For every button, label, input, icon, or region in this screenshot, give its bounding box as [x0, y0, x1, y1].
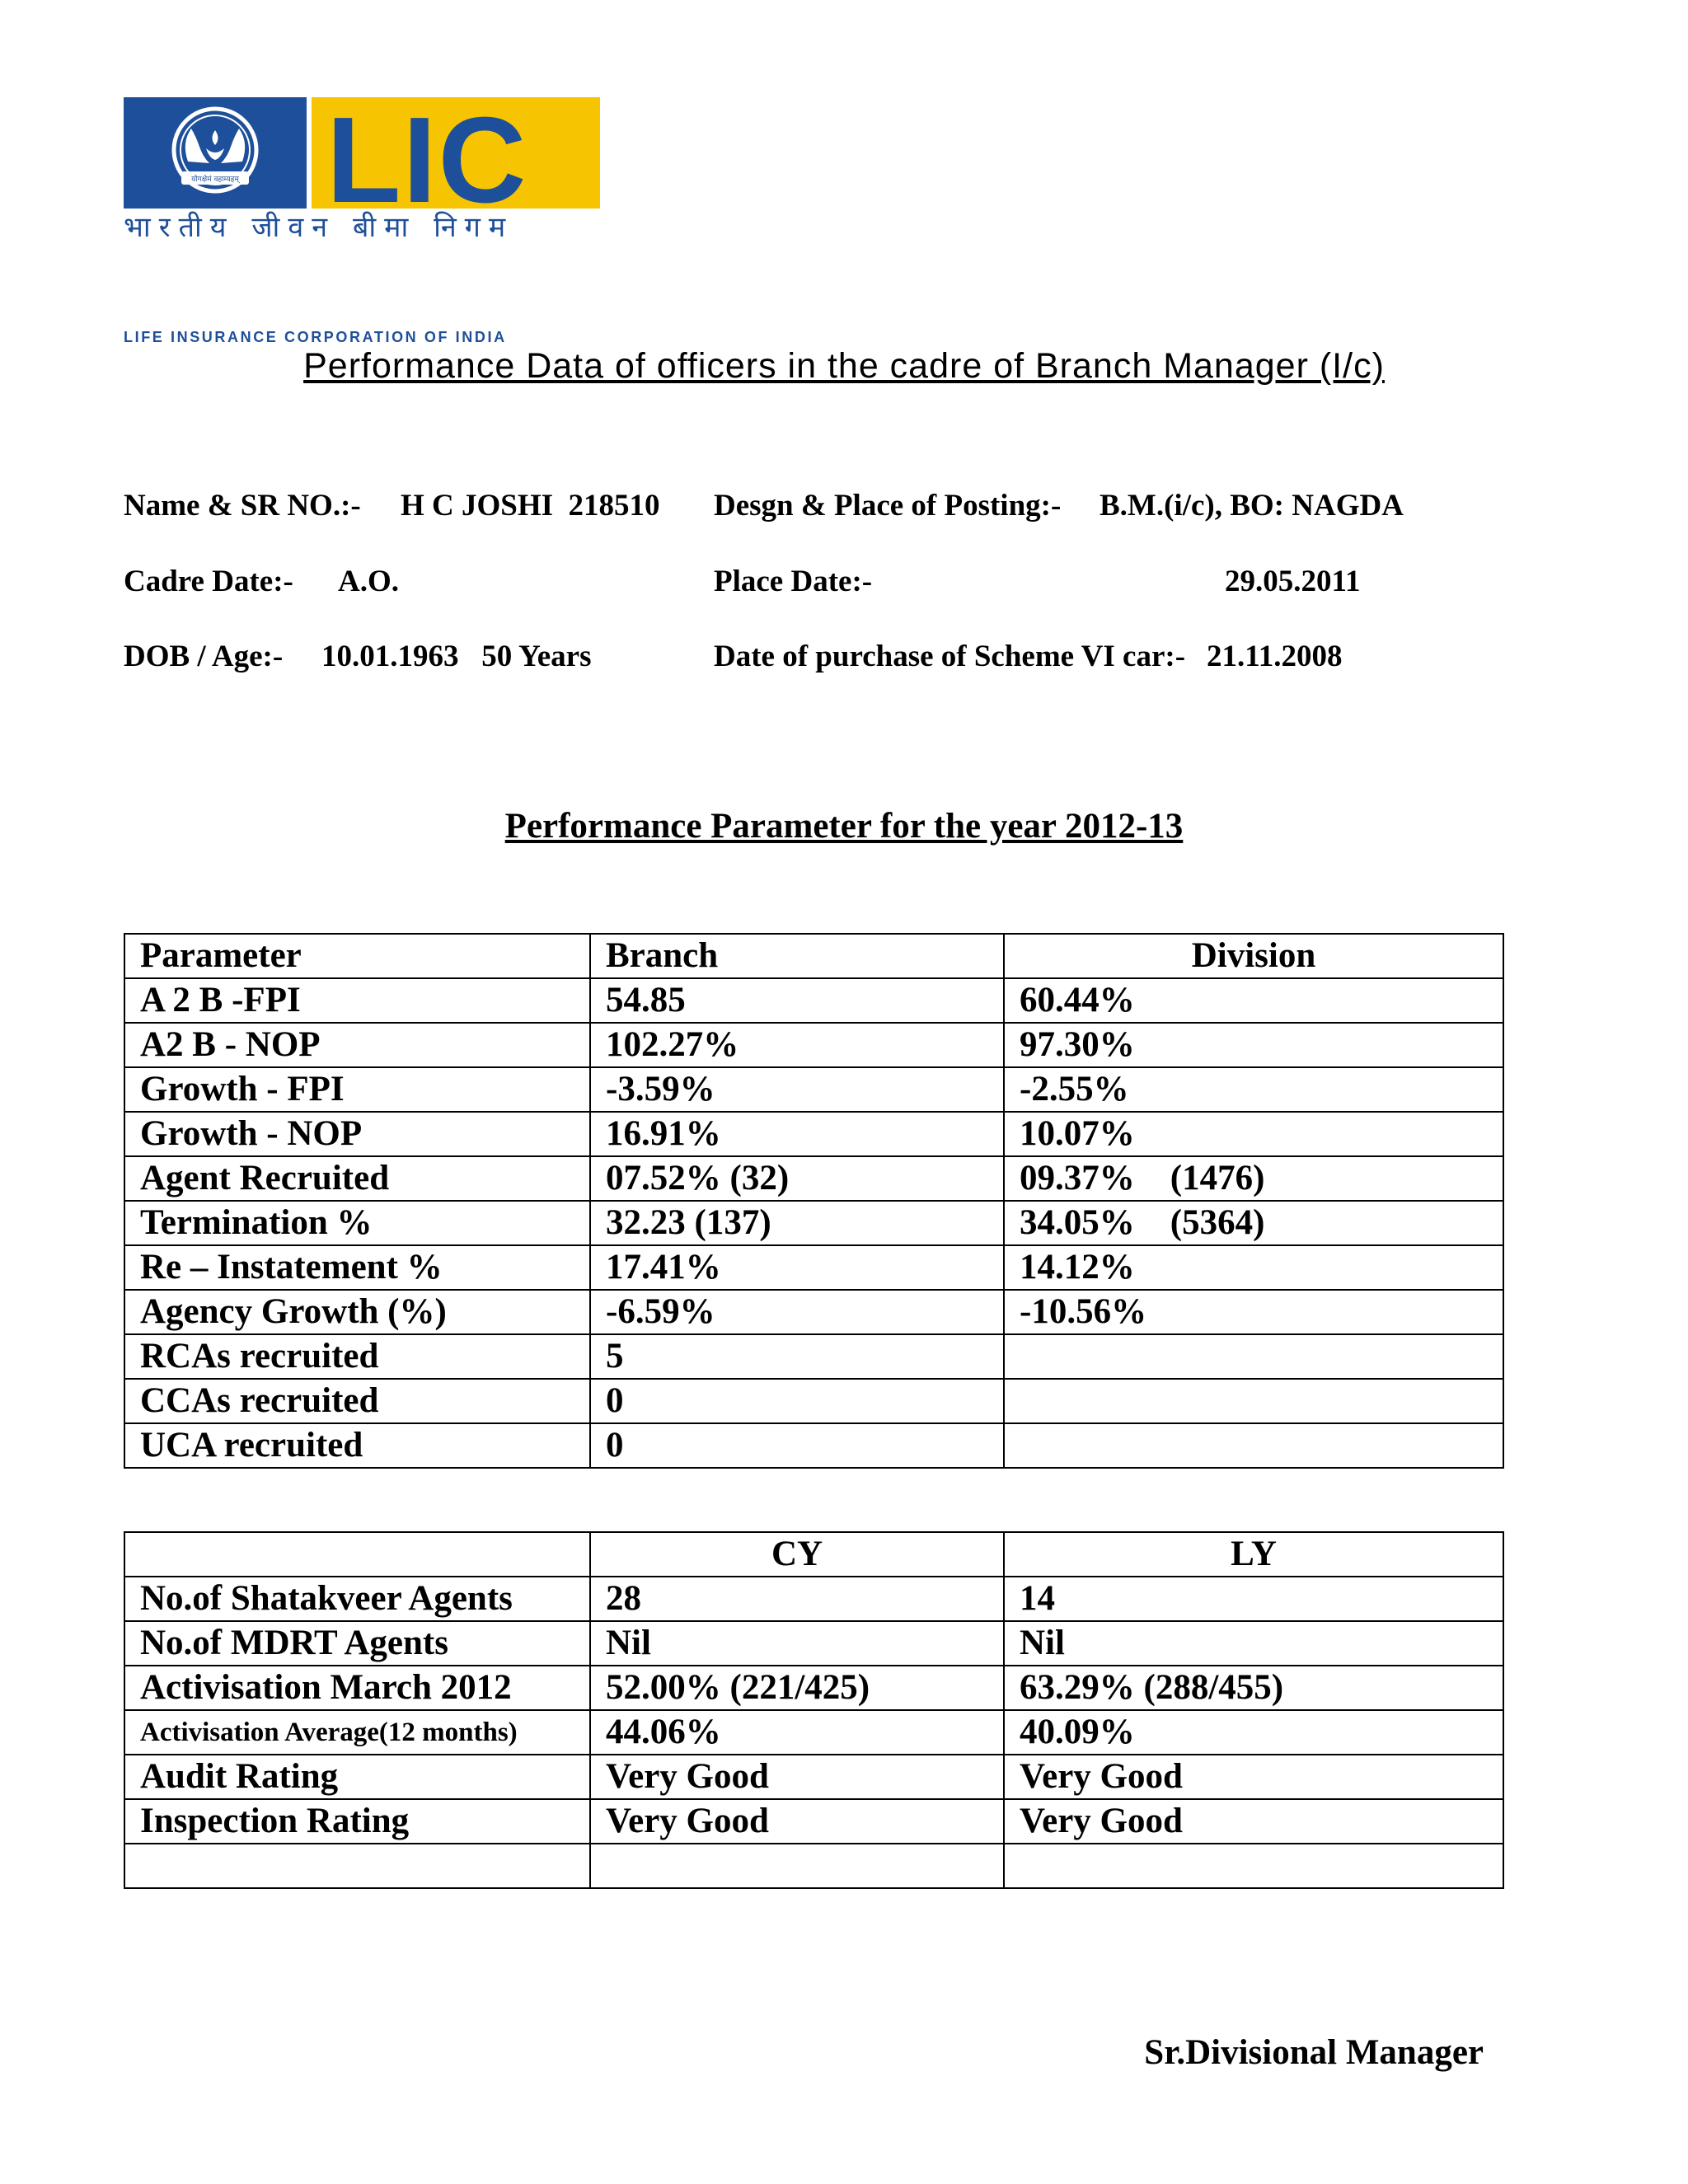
table-header-row: [124, 1532, 1503, 1577]
table-row: [124, 1844, 1503, 1888]
header-division: Division: [1004, 934, 1503, 978]
table-row: [124, 1666, 1503, 1710]
cadre-date-value: A.O.: [338, 565, 399, 598]
header-cy: CY: [590, 1532, 1004, 1577]
parameter-cell: [124, 1844, 590, 1888]
table-row: [124, 1023, 1503, 1067]
table-row: [124, 1577, 1503, 1621]
lic-emblem: [124, 97, 307, 209]
table-row: [124, 1156, 1503, 1201]
table-row: [124, 1755, 1503, 1799]
cy-cell: 28: [590, 1577, 1004, 1621]
branch-cell: 5: [590, 1334, 1004, 1379]
division-cell: [1004, 1379, 1503, 1423]
page-title: Performance Data of officers in the cadre of Branch Manager (I/c): [303, 346, 1385, 386]
parameter-cell: Audit Rating: [124, 1755, 590, 1799]
parameter-cell: Activisation March 2012: [124, 1666, 590, 1710]
lic-logo: [124, 92, 600, 345]
ly-cell: Very Good: [1004, 1799, 1503, 1844]
table-row: [124, 1201, 1503, 1245]
parameter-cell: Growth - NOP: [124, 1112, 590, 1156]
performance-table: [124, 933, 1504, 1469]
place-date-label: Place Date:-: [714, 565, 873, 598]
table-row: [124, 1290, 1503, 1334]
name-sr-value: H C JOSHI 218510: [401, 489, 660, 523]
parameter-cell: UCA recruited: [124, 1423, 590, 1468]
division-cell: 10.07%: [1004, 1112, 1503, 1156]
agents-ratings-table: [124, 1531, 1504, 1889]
table-row: [124, 1710, 1503, 1755]
division-cell: 34.05% (5364): [1004, 1201, 1503, 1245]
branch-cell: 0: [590, 1379, 1004, 1423]
ly-cell: 14: [1004, 1577, 1503, 1621]
division-cell: 09.37% (1476): [1004, 1156, 1503, 1201]
division-cell: [1004, 1334, 1503, 1379]
cy-cell: 52.00% (221/425): [590, 1666, 1004, 1710]
table-row: [124, 1112, 1503, 1156]
cy-cell: 44.06%: [590, 1710, 1004, 1755]
table-row: [124, 1423, 1503, 1468]
logo-hindi-name: भारतीय जीवन बीमा निगम: [124, 211, 514, 244]
division-cell: 60.44%: [1004, 978, 1503, 1023]
parameter-cell: A 2 B -FPI: [124, 978, 590, 1023]
ly-cell: Very Good: [1004, 1755, 1503, 1799]
signatory-designation: Sr.Divisional Manager: [1144, 2033, 1484, 2072]
section-title: Performance Parameter for the year 2012-13: [504, 807, 1184, 846]
header-branch: Branch: [590, 934, 1004, 978]
header-parameter: Parameter: [124, 934, 590, 978]
table-row: [124, 1379, 1503, 1423]
table-row: [124, 1245, 1503, 1290]
parameter-cell: CCAs recruited: [124, 1379, 590, 1423]
parameter-cell: Inspection Rating: [124, 1799, 590, 1844]
branch-cell: 16.91%: [590, 1112, 1004, 1156]
emblem-motto: योगक्षेमं वहाम्यहम्: [191, 176, 239, 184]
table-row: [124, 978, 1503, 1023]
cy-cell: Very Good: [590, 1799, 1004, 1844]
car-purchase-label: Date of purchase of Scheme VI car:-: [714, 640, 1186, 673]
division-cell: -10.56%: [1004, 1290, 1503, 1334]
header-ly: LY: [1004, 1532, 1503, 1577]
branch-cell: -6.59%: [590, 1290, 1004, 1334]
parameter-cell: Growth - FPI: [124, 1067, 590, 1112]
branch-cell: 102.27%: [590, 1023, 1004, 1067]
parameter-cell: Re – Instatement %: [124, 1245, 590, 1290]
header-blank: [124, 1532, 590, 1577]
ly-cell: 40.09%: [1004, 1710, 1503, 1755]
table-row: [124, 1799, 1503, 1844]
parameter-cell: Agency Growth (%): [124, 1290, 590, 1334]
ly-cell: Nil: [1004, 1621, 1503, 1666]
parameter-cell: Agent Recruited: [124, 1156, 590, 1201]
division-cell: [1004, 1423, 1503, 1468]
dob-age-value: 10.01.1963 50 Years: [321, 640, 592, 673]
designation-value: B.M.(i/c), BO: NAGDA: [1100, 489, 1404, 523]
ly-cell: [1004, 1844, 1503, 1888]
division-cell: -2.55%: [1004, 1067, 1503, 1112]
parameter-cell: Activisation Average(12 months): [124, 1710, 590, 1755]
logo-letters: LIC: [326, 92, 528, 228]
parameter-cell: Termination %: [124, 1201, 590, 1245]
designation-label: Desgn & Place of Posting:-: [714, 489, 1062, 523]
cy-cell: [590, 1844, 1004, 1888]
branch-cell: 17.41%: [590, 1245, 1004, 1290]
place-date-value: 29.05.2011: [1225, 565, 1361, 598]
division-cell: 14.12%: [1004, 1245, 1503, 1290]
logo-english-name: LIFE INSURANCE CORPORATION OF INDIA: [124, 329, 507, 345]
cy-cell: Very Good: [590, 1755, 1004, 1799]
branch-cell: 54.85: [590, 978, 1004, 1023]
parameter-cell: RCAs recruited: [124, 1334, 590, 1379]
table-row: [124, 1067, 1503, 1112]
branch-cell: -3.59%: [590, 1067, 1004, 1112]
parameter-cell: A2 B - NOP: [124, 1023, 590, 1067]
parameter-cell: No.of MDRT Agents: [124, 1621, 590, 1666]
cadre-date-label: Cadre Date:-: [124, 565, 293, 598]
table-row: [124, 1621, 1503, 1666]
dob-age-label: DOB / Age:-: [124, 640, 284, 673]
cy-cell: Nil: [590, 1621, 1004, 1666]
lamp-hands-icon: [124, 97, 307, 209]
branch-cell: 07.52% (32): [590, 1156, 1004, 1201]
logo-letters-block: [312, 92, 600, 228]
name-sr-label: Name & SR NO.:-: [124, 489, 361, 523]
car-purchase-value: 21.11.2008: [1207, 640, 1343, 673]
table-header-row: [124, 934, 1503, 978]
ly-cell: 63.29% (288/455): [1004, 1666, 1503, 1710]
division-cell: 97.30%: [1004, 1023, 1503, 1067]
branch-cell: 0: [590, 1423, 1004, 1468]
parameter-cell: No.of Shatakveer Agents: [124, 1577, 590, 1621]
table-row: [124, 1334, 1503, 1379]
branch-cell: 32.23 (137): [590, 1201, 1004, 1245]
